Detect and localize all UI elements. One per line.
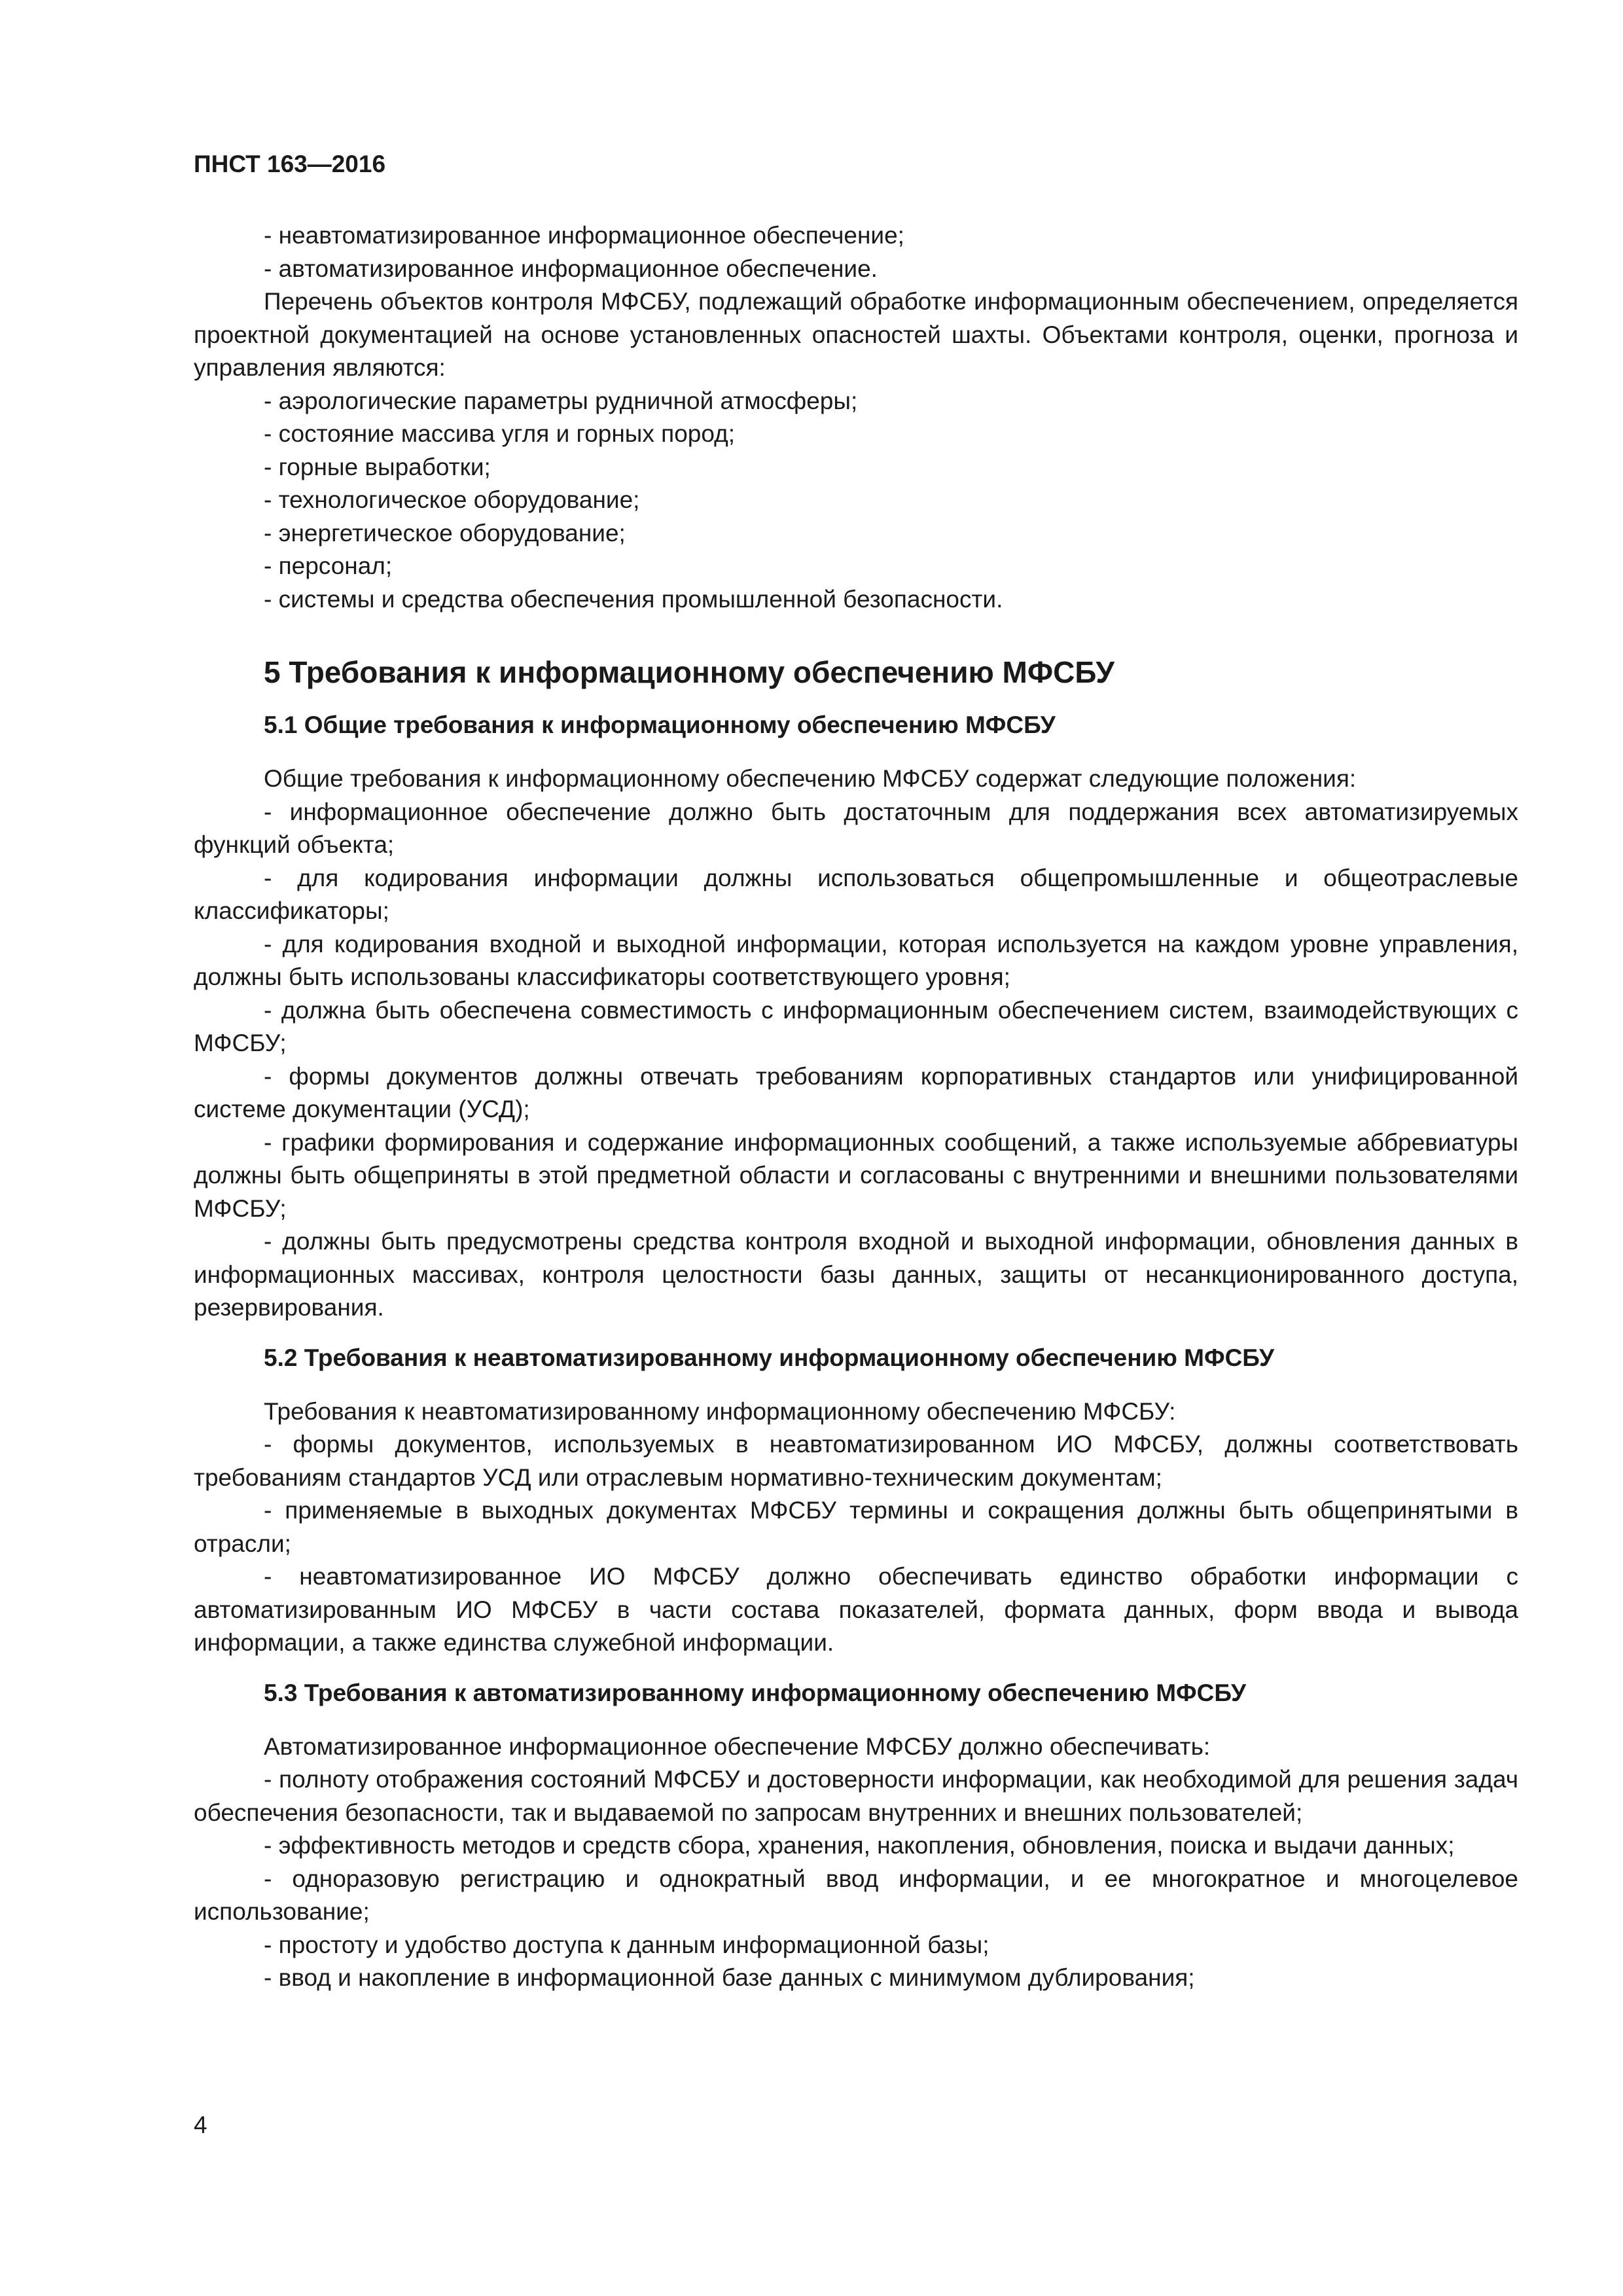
list-item: - простоту и удобство доступа к данным информационной базы; xyxy=(264,1931,990,1958)
list-item: - аэрологические параметры рудничной атмосферы; xyxy=(264,387,858,414)
list-item: - горные выработки; xyxy=(264,453,491,480)
list-item: - персонал; xyxy=(264,552,393,579)
list-item: - формы документов должны отвечать требованиям корпоративных стандартов или унифицированной системе документации (УСД); xyxy=(194,1062,1518,1122)
list-item: - графики формирования и содержание информационных сообщений, а также используемые аббревиатуры должны быть общеприняты в этой предметной области и согласованы с внутренними и внешними пользователями МФСБУ; xyxy=(194,1128,1518,1222)
document-code: ПНСТ 163—2016 xyxy=(194,151,386,177)
paragraph: Требования к неавтоматизированному информационному обеспечению МФСБУ: xyxy=(264,1397,1176,1425)
list-item: - неавтоматизированное информационное обеспечение; xyxy=(264,222,904,249)
list-item: - системы и средства обеспечения промышленной безопасности. xyxy=(264,585,1003,613)
list-item: - информационное обеспечение должно быть достаточным для поддержания всех автоматизируемых функций объекта; xyxy=(194,798,1518,858)
list-item: - для кодирования входной и выходной информации, которая используется на каждом уровне управления, должны быть использованы классификаторы соответствующего уровня; xyxy=(194,930,1518,990)
list-item: - ввод и накопление в информационной базе данных с минимумом дублирования; xyxy=(264,1964,1195,1991)
list-item: - полноту отображения состояний МФСБУ и достоверности информации, как необходимой для решения задач обеспечения безопасности, так и выдаваемой по запросам внутренних и внешних пользователей; xyxy=(194,1766,1518,1826)
page-number: 4 xyxy=(194,2111,207,2138)
subsection-heading: 5.1 Общие требования к информационному обеспечению МФСБУ xyxy=(264,711,1056,738)
subsection-heading: 5.3 Требования к автоматизированному информационному обеспечению МФСБУ xyxy=(264,1679,1247,1706)
list-item: - неавтоматизированное ИО МФСБУ должно обеспечивать единство обработки информации с автоматизированным ИО МФСБУ в части состава показателей, формата данных, форм ввода и вывода информации, а также единства служебной информации. xyxy=(194,1563,1518,1656)
section-heading: 5 Требования к информационному обеспечению МФСБУ xyxy=(264,655,1115,689)
list-item: - одноразовую регистрацию и однократный ввод информации, и ее многократное и многоцелевое использование; xyxy=(194,1865,1518,1925)
paragraph: Автоматизированное информационное обеспечение МФСБУ должно обеспечивать: xyxy=(264,1732,1211,1760)
paragraph: Общие требования к информационному обеспечению МФСБУ содержат следующие положения: xyxy=(264,765,1357,792)
list-item: - энергетическое оборудование; xyxy=(264,519,626,547)
list-item: - технологическое оборудование; xyxy=(264,486,640,513)
list-item: - должны быть предусмотрены средства контроля входной и выходной информации, обновления данных в информационных массивах, контроля целостности базы данных, защиты от несанкционированного доступа, резервирования. xyxy=(194,1228,1518,1321)
list-item: - состояние массива угля и горных пород; xyxy=(264,420,735,447)
paragraph: Перечень объектов контроля МФСБУ, подлежащий обработке информационным обеспечением, определяется проектной документацией на основе установленных опасностей шахты. Объектами контроля, оценки, прогноза и управления являются: xyxy=(194,288,1518,381)
list-item: - применяемые в выходных документах МФСБУ термины и сокращения должны быть общепринятыми в отрасли; xyxy=(194,1497,1518,1557)
list-item: - формы документов, используемых в неавтоматизированном ИО МФСБУ, должны соответствовать требованиям стандартов УСД или отраслевым нормативно-техническим документам; xyxy=(194,1431,1518,1491)
list-item: - эффективность методов и средств сбора, хранения, накопления, обновления, поиска и выдачи данных; xyxy=(264,1832,1455,1859)
list-item: - для кодирования информации должны использоваться общепромышленные и общеотраслевые классификаторы; xyxy=(194,864,1518,924)
list-item: - автоматизированное информационное обеспечение. xyxy=(264,255,878,282)
subsection-heading: 5.2 Требования к неавтоматизированному информационному обеспечению МФСБУ xyxy=(264,1344,1274,1371)
page-content xyxy=(194,219,1518,1995)
list-item: - должна быть обеспечена совместимость с информационным обеспечением систем, взаимодействующих с МФСБУ; xyxy=(194,996,1518,1056)
